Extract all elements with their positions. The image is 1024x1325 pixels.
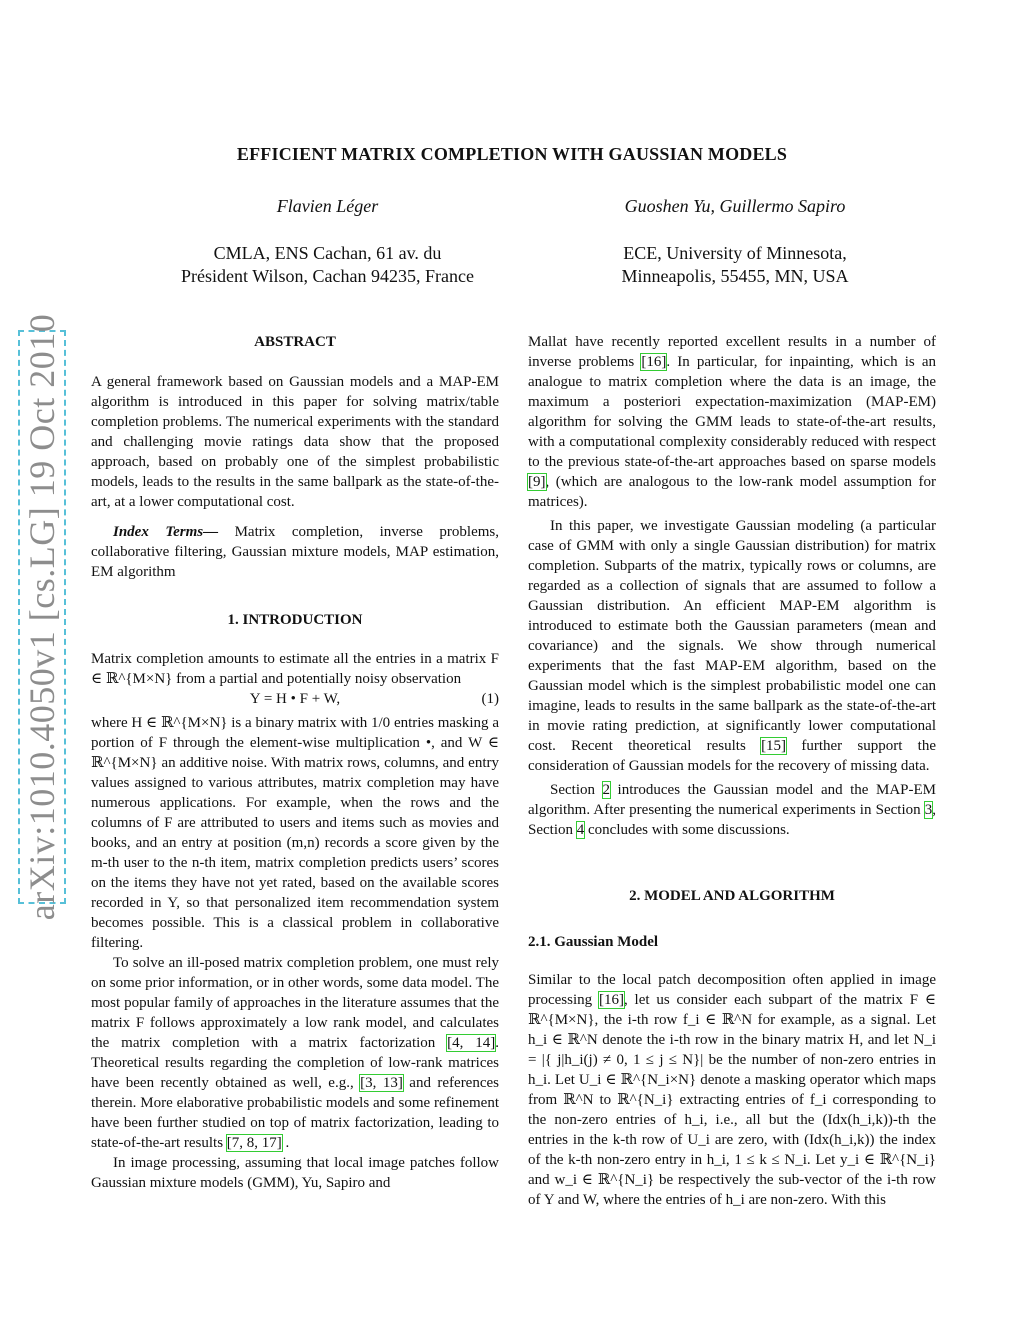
index-terms-label: Index Terms— (113, 524, 219, 540)
right-column (528, 332, 936, 1210)
affiliation-left-line-2: Président Wilson, Cachan 94235, France (181, 266, 474, 286)
right-paragraph-4-part-b: , let us consider each subpart of the matrix F ∈ ℝ^{M×N}, the i-th row f_i ∈ ℝ^N for example, as a signal. Let h_i ∈ ℝ^N denote the i-th row in the binary matrix H, and let N_i = |{ j|h_i(j) ≠ 0, 1 ≤ j ≤ N}| be the number of non-zero entries in h_i. Let U_i ∈ ℝ^{N_i×N} denote a masking operator which maps from ℝ^N to ℝ^{N_i} extracting entries of f_i corresponding to the non-zero entries of h_i, i.e., all but the (Idx(h_i,k))-th the entries in the k-th row of U_i are zero, with (Idx(h_i,k)) the index of the k-th non-zero entry in h_i, 1 ≤ k ≤ N_i. Let y_i ∈ ℝ^{N_i} and w_i ∈ ℝ^{N_i} be respectively the sub-vector of the i-th row of Y and W, where the entries of h_i are non-zero. With this (528, 992, 936, 1208)
abstract-text: A general framework based on Gaussian models and a MAP-EM algorithm is introduced in this paper for solving matrix/table completion problems. The numerical experiments with the standard and challenging movie ratings data show that the proposed approach, based on probably one of the simplest probabilistic models, leads to the results in the same ballpark as the state-of-the-art, at a lower computational cost. (91, 374, 499, 510)
right-paragraph-1-part-c: , (which are analogous to the low-rank model assumption for matrices). (528, 474, 936, 510)
right-paragraph-1-part-b: . In particular, for inpainting, which is an analogue to matrix completion where the data is an image, the maximum a posteriori expectation-maximization (MAP-EM) algorithm for solving the GMM leads to state-of-the-art results, with a computational complexity considerably reduced with respect to the previous state-of-the-art approaches based on sparse models (528, 354, 937, 470)
citation-3-13[interactable]: [3, 13] (360, 1075, 403, 1091)
affiliation-right-line-2: Minneapolis, 55455, MN, USA (621, 266, 849, 286)
right-paragraph-3-part-d: concludes with some discussions. (584, 822, 790, 838)
paper-title: EFFICIENT MATRIX COMPLETION WITH GAUSSIAN MODELS (236, 144, 788, 164)
affiliation-left (140, 242, 515, 288)
right-paragraph-1 (528, 332, 936, 512)
right-paragraph-3-part-b: introduces the Gaussian model and the MAP-EM algorithm. After presenting the numerical experiments in Section (528, 782, 937, 818)
section-link-4[interactable]: 4 (576, 822, 585, 838)
right-paragraph-2-part-a: In this paper, we investigate Gaussian modeling (a particular case of GMM with only a single Gaussian distribution) for matrix completion. Subparts of the matrix, typically rows or columns, are regarded as a collection of signals that are assumed to follow a Gaussian distribution. An efficient MAP-EM algorithm is introduced to estimate both the Gaussian parameters (mean and covariance) and the signals. We show through numerical experiments that the fast MAP-EM algorithm, based on the Gaussian model which is the simplest probabilistic model one can imagine, leads to results in the same ballpark as the state-of-the-art in movie rating prediction, at significantly lower computational cost. Recent theoretical results (528, 518, 936, 754)
author-left: Flavien Léger (276, 196, 379, 216)
citation-16[interactable]: [16] (641, 354, 667, 370)
abstract-heading: ABSTRACT (254, 334, 336, 350)
intro-paragraph-1: Matrix completion amounts to estimate all the entries in a matrix F ∈ ℝ^{M×N} from a partial and potentially noisy observation (91, 651, 499, 687)
right-paragraph-2-part-b: further support the consideration of Gaussian models for the recovery of missing data. (528, 738, 936, 774)
section-2-heading: 2. MODEL AND ALGORITHM (629, 888, 835, 904)
index-terms-text: Matrix completion, inverse problems, collaborative filtering, Gaussian mixture models, MAP estimation, EM algorithm (91, 524, 499, 580)
intro-paragraph-3-part-c: and references therein. More elaborative probabilistic models and some refinement have been further studied on top of matrix factorization, leading to state-of-the-art results (91, 1075, 499, 1151)
right-paragraph-3 (528, 780, 936, 840)
right-paragraph-3-part-a: Section (550, 782, 603, 798)
right-paragraph-4-part-a: Similar to the local patch decomposition often applied in image processing (528, 972, 936, 1008)
index-terms (91, 522, 499, 582)
right-paragraph-3-part-c: , Section (528, 802, 936, 838)
intro-heading: 1. INTRODUCTION (227, 612, 363, 628)
right-paragraph-2 (528, 516, 936, 776)
intro-paragraph-3-part-b: . Theoretical results regarding the completion of low-rank matrices have been recently obtained as well, e.g., (91, 1035, 499, 1091)
intro-paragraph-4: In image processing, assuming that local image patches follow Gaussian mixture models (GMM), Yu, Sapiro and (91, 1155, 499, 1191)
subsection-2-1-heading: 2.1. Gaussian Model (528, 934, 659, 950)
intro-paragraph-2: where H ∈ ℝ^{M×N} is a binary matrix with 1/0 entries masking a portion of F through the element-wise multiplication •, and W ∈ ℝ^{M×N} an additive noise. With matrix rows, columns, and entry values assigned to various attributes, matrix completion may have numerous applications. For example, when the rows and the columns of F are attributed to users and items such as movies and books, and an entry at position (m,n) records a score given by the m-th user to the n-th item, matrix completion predicts users’ scores on the items they have not yet rated, based on the available scores recorded in Y, so that personalized item recommendation system becomes possible. This is a classical problem in collaborative filtering. (91, 715, 499, 951)
equation-1-number: (1) (481, 691, 499, 707)
citation-15[interactable]: [15] (761, 738, 787, 754)
intro-paragraph-3 (91, 953, 499, 1153)
affiliation-left-line-1: CMLA, ENS Cachan, 61 av. du (213, 243, 442, 263)
section-link-2[interactable]: 2 (602, 782, 611, 798)
equation-1-body: Y = H • F + W, (249, 691, 341, 707)
citation-9[interactable]: [9] (528, 474, 546, 490)
arxiv-stamp-text: arXiv:1010.4050v1 [cs.LG] 19 Oct 2010 (22, 313, 62, 921)
affiliation-right-line-1: ECE, University of Minnesota, (623, 243, 847, 263)
intro-paragraph-3-part-d: . (281, 1135, 290, 1151)
equation-1 (91, 689, 499, 709)
right-paragraph-1-part-a: Mallat have recently reported excellent results in a number of inverse problems (528, 334, 936, 370)
right-paragraph-4 (528, 970, 936, 1210)
citation-7-8-17[interactable]: [7, 8, 17] (226, 1135, 282, 1151)
citation-16-b[interactable]: [16] (598, 992, 624, 1008)
left-column (91, 332, 499, 1193)
affiliation-right (570, 242, 900, 288)
citation-4-14[interactable]: [4, 14] (447, 1035, 496, 1051)
section-link-3[interactable]: 3 (924, 802, 933, 818)
author-right: Guoshen Yu, Guillermo Sapiro (624, 196, 846, 216)
intro-paragraph-3-part-a: To solve an ill-posed matrix completion problem, one must rely on some prior information, or in other words, some data model. The most popular family of approaches in the literature assumes that the matrix F follows approximately a low rank model, and calculates the matrix completion with a matrix factorization (91, 955, 499, 1051)
arxiv-stamp[interactable] (18, 313, 66, 921)
